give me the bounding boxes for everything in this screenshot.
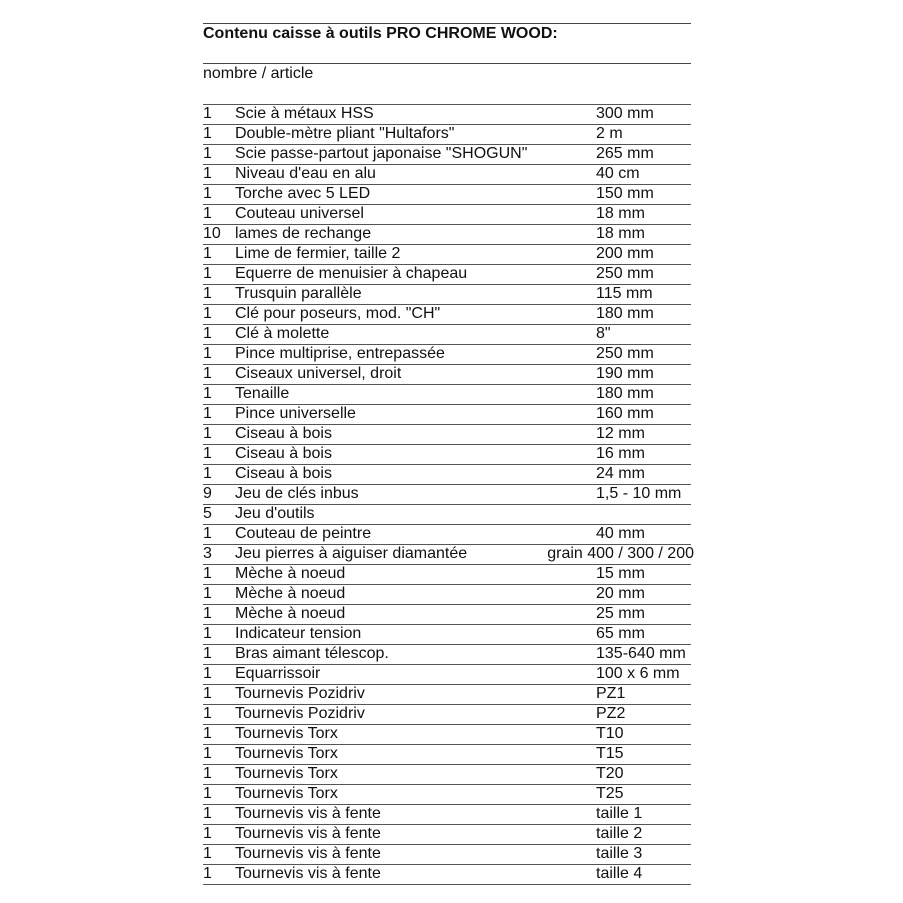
- item-name: Tournevis vis à fente: [235, 805, 381, 822]
- item-name: Trusquin parallèle: [235, 285, 362, 302]
- item-row: [203, 525, 691, 545]
- item-size: 12 mm: [596, 425, 645, 442]
- item-name: Tournevis Torx: [235, 725, 338, 742]
- item-quantity: 1: [203, 605, 212, 622]
- item-size: T15: [596, 745, 624, 762]
- item-size: 180 mm: [596, 305, 654, 322]
- item-row: [203, 805, 691, 825]
- item-name: Couteau de peintre: [235, 525, 372, 542]
- item-quantity: 1: [203, 445, 212, 462]
- item-name: Tenaille: [235, 385, 290, 402]
- item-row: [203, 104, 691, 125]
- item-quantity: 1: [203, 465, 212, 482]
- item-size: 190 mm: [596, 365, 654, 382]
- item-row: [203, 765, 691, 785]
- item-quantity: 1: [203, 265, 212, 282]
- toolbox-contents-sheet: [203, 23, 694, 885]
- item-quantity: 1: [203, 105, 212, 122]
- item-name: Scie passe-partout japonaise "SHOGUN": [235, 145, 528, 162]
- item-row: [203, 425, 691, 445]
- item-size: T25: [596, 785, 624, 802]
- item-quantity: 1: [203, 745, 212, 762]
- item-quantity: 1: [203, 825, 212, 842]
- item-size: 115 mm: [596, 285, 653, 302]
- item-size: taille 4: [596, 865, 643, 882]
- item-quantity: 1: [203, 585, 212, 602]
- item-name: Tournevis Pozidriv: [235, 685, 365, 702]
- item-name: Scie à métaux HSS: [235, 105, 374, 122]
- item-size: 18 mm: [596, 225, 645, 242]
- item-row: [203, 285, 691, 305]
- item-size: 8": [596, 325, 611, 342]
- item-quantity: 1: [203, 125, 212, 142]
- item-quantity: 1: [203, 425, 212, 442]
- item-size: T10: [596, 725, 624, 742]
- item-name: Equarrissoir: [235, 665, 321, 682]
- item-size: 200 mm: [596, 245, 654, 262]
- item-name: Lime de fermier, taille 2: [235, 245, 401, 262]
- item-size: 20 mm: [596, 585, 645, 602]
- item-row: [203, 845, 691, 865]
- item-row: [203, 705, 691, 725]
- item-size: 18 mm: [596, 205, 645, 222]
- item-name: Equerre de menuisier à chapeau: [235, 265, 468, 282]
- item-quantity: 1: [203, 645, 212, 662]
- item-name: Ciseau à bois: [235, 465, 332, 482]
- item-quantity: 1: [203, 865, 212, 882]
- item-size: 150 mm: [596, 185, 654, 202]
- item-list: [203, 104, 694, 885]
- item-size: 100 x 6 mm: [596, 665, 680, 682]
- item-size: 65 mm: [596, 625, 645, 642]
- item-name: lames de rechange: [235, 225, 372, 242]
- item-size: PZ2: [596, 705, 626, 722]
- item-name: Tournevis Torx: [235, 785, 338, 802]
- document-title: Contenu caisse à outils PRO CHROME WOOD:: [203, 25, 558, 42]
- item-name: Tournevis Pozidriv: [235, 705, 365, 722]
- item-size: T20: [596, 765, 624, 782]
- item-size: 250 mm: [596, 265, 654, 282]
- item-row: [203, 865, 691, 885]
- item-name: Ciseau à bois: [235, 425, 332, 442]
- item-name: Clé à molette: [235, 325, 330, 342]
- item-quantity: 1: [203, 525, 212, 542]
- item-quantity: 1: [203, 765, 212, 782]
- item-name: Tournevis Torx: [235, 745, 338, 762]
- item-row: [203, 485, 691, 505]
- column-header: nombre / article: [203, 65, 314, 82]
- item-row: [203, 245, 691, 265]
- item-row: [203, 725, 691, 745]
- item-quantity: 1: [203, 725, 212, 742]
- item-size: 135-640 mm: [596, 645, 686, 662]
- item-size: 40 mm: [596, 525, 645, 542]
- item-name: Couteau universel: [235, 205, 364, 222]
- item-quantity: 1: [203, 285, 212, 302]
- item-quantity: 1: [203, 405, 212, 422]
- item-row: [203, 685, 691, 705]
- item-name: Torche avec 5 LED: [235, 185, 371, 202]
- item-row: [203, 605, 691, 625]
- item-row: [203, 145, 691, 165]
- item-quantity: 1: [203, 685, 212, 702]
- item-size: taille 3: [596, 845, 643, 862]
- item-row: [203, 405, 691, 425]
- item-name: Tournevis Torx: [235, 765, 338, 782]
- item-row: [203, 205, 691, 225]
- item-size: 40 cm: [596, 165, 640, 182]
- item-size: 2 m: [596, 125, 623, 142]
- item-name: Mèche à noeud: [235, 565, 346, 582]
- item-name: Jeu de clés inbus: [235, 485, 359, 502]
- item-row: [203, 745, 691, 765]
- item-row: [203, 185, 691, 205]
- item-quantity: 1: [203, 305, 212, 322]
- item-name: Mèche à noeud: [235, 585, 346, 602]
- item-name: Clé pour poseurs, mod. "CH": [235, 305, 441, 322]
- item-row: [203, 465, 691, 485]
- item-size: 1,5 - 10 mm: [596, 485, 682, 502]
- item-name: Bras aimant télescop.: [235, 645, 389, 662]
- item-name: Jeu d'outils: [235, 505, 315, 522]
- item-quantity: 3: [203, 545, 212, 562]
- item-quantity: 1: [203, 325, 212, 342]
- item-row: [203, 385, 691, 405]
- item-row: [203, 165, 691, 185]
- item-size: 16 mm: [596, 445, 645, 462]
- item-quantity: 1: [203, 625, 212, 642]
- item-row: [203, 125, 691, 145]
- item-row: [203, 445, 691, 465]
- item-quantity: 1: [203, 385, 212, 402]
- item-row: [203, 505, 691, 525]
- item-row: [203, 225, 691, 245]
- item-quantity: 10: [203, 225, 221, 242]
- item-quantity: 1: [203, 145, 212, 162]
- item-name: Ciseaux universel, droit: [235, 365, 402, 382]
- item-row: [203, 585, 691, 605]
- item-quantity: 5: [203, 505, 212, 522]
- item-name: Jeu pierres à aiguiser diamantée: [235, 545, 468, 562]
- item-name: Tournevis vis à fente: [235, 825, 381, 842]
- item-quantity: 1: [203, 705, 212, 722]
- item-quantity: 9: [203, 485, 212, 502]
- item-row: [203, 565, 691, 585]
- item-name: Mèche à noeud: [235, 605, 346, 622]
- item-quantity: 1: [203, 345, 212, 362]
- item-quantity: 1: [203, 565, 212, 582]
- item-row: [203, 825, 691, 845]
- item-row: [203, 545, 694, 565]
- item-name: Pince multiprise, entrepassée: [235, 345, 445, 362]
- item-size: 265 mm: [596, 145, 654, 162]
- item-size: 300 mm: [596, 105, 654, 122]
- item-row: [203, 345, 691, 365]
- item-size: 15 mm: [596, 565, 645, 582]
- item-size: PZ1: [596, 685, 626, 702]
- item-name: Tournevis vis à fente: [235, 845, 381, 862]
- item-quantity: 1: [203, 245, 212, 262]
- item-quantity: 1: [203, 185, 212, 202]
- item-name: Double-mètre pliant "Hultafors": [235, 125, 455, 142]
- item-name: Tournevis vis à fente: [235, 865, 381, 882]
- item-size: grain 400 / 300 / 200: [547, 545, 694, 562]
- item-quantity: 1: [203, 165, 212, 182]
- item-row: [203, 645, 691, 665]
- item-quantity: 1: [203, 805, 212, 822]
- item-size: 250 mm: [596, 345, 654, 362]
- item-row: [203, 265, 691, 285]
- item-quantity: 1: [203, 665, 212, 682]
- item-size: 24 mm: [596, 465, 645, 482]
- item-size: 25 mm: [596, 605, 645, 622]
- item-size: 180 mm: [596, 385, 654, 402]
- item-name: Indicateur tension: [235, 625, 362, 642]
- item-size: taille 2: [596, 825, 643, 842]
- item-name: Niveau d'eau en alu: [235, 165, 376, 182]
- item-quantity: 1: [203, 365, 212, 382]
- item-row: [203, 325, 691, 345]
- item-row: [203, 785, 691, 805]
- item-quantity: 1: [203, 205, 212, 222]
- item-quantity: 1: [203, 785, 212, 802]
- item-row: [203, 305, 691, 325]
- item-name: Pince universelle: [235, 405, 356, 422]
- item-name: Ciseau à bois: [235, 445, 332, 462]
- item-size: taille 1: [596, 805, 643, 822]
- item-row: [203, 665, 691, 685]
- item-quantity: 1: [203, 845, 212, 862]
- item-row: [203, 365, 691, 385]
- item-row: [203, 625, 691, 645]
- item-size: 160 mm: [596, 405, 654, 422]
